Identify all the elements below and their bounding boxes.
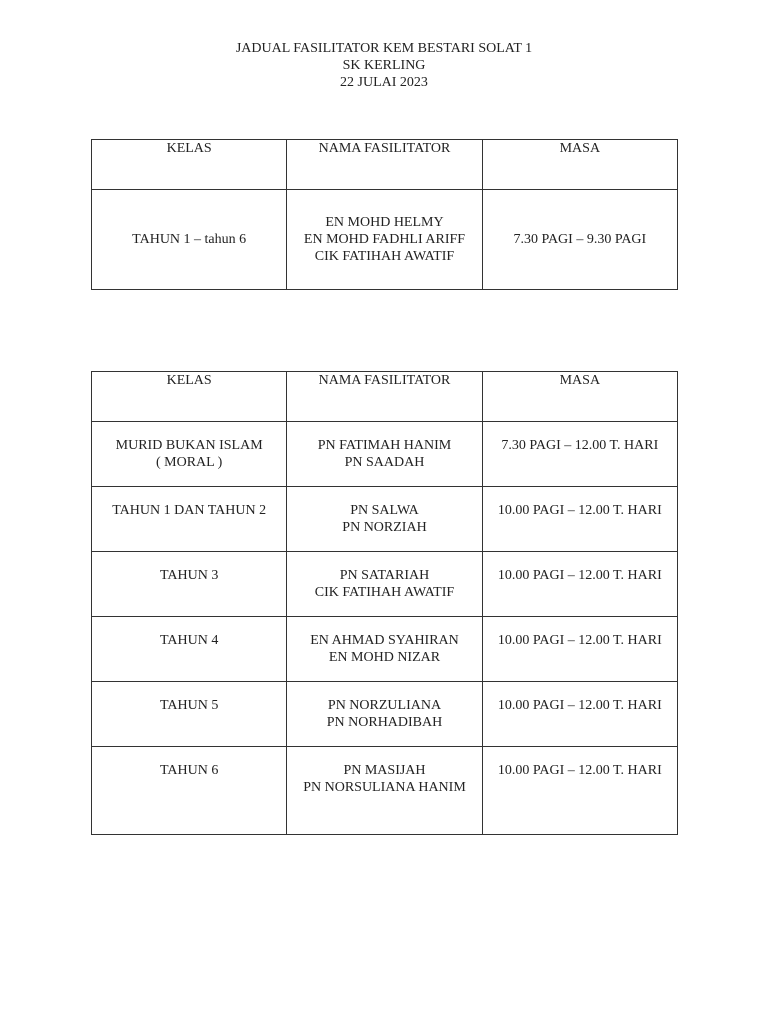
cell-masa: 7.30 PAGI – 9.30 PAGI xyxy=(482,190,677,290)
table-row xyxy=(92,682,678,747)
table-header-row xyxy=(92,140,678,190)
cell-masa: 10.00 PAGI – 12.00 T. HARI xyxy=(482,682,677,747)
fasilitator-name: PN NORHADIBAH xyxy=(326,715,443,730)
cell-kelas xyxy=(92,747,287,835)
fasilitator-name: EN MOHD HELMY xyxy=(325,215,444,230)
fasilitator-name: EN MOHD FADHLI ARIFF xyxy=(303,232,466,247)
cell-kelas xyxy=(92,552,287,617)
fasilitator-name: PN SATARIAH xyxy=(339,568,430,583)
cell-fasilitator xyxy=(287,422,482,487)
table-row xyxy=(92,190,678,290)
fasilitator-name: PN SALWA xyxy=(350,503,419,518)
column-header-nama-fasilitator: NAMA FASILITATOR xyxy=(287,140,482,190)
kelas-line: TAHUN 5 xyxy=(159,698,219,713)
kelas-line: TAHUN 6 xyxy=(159,763,219,778)
fasilitator-name: PN SAADAH xyxy=(344,455,425,470)
kelas-line: TAHUN 3 xyxy=(159,568,219,583)
fasilitator-name: PN NORZULIANA xyxy=(327,698,442,713)
cell-fasilitator xyxy=(287,487,482,552)
cell-kelas xyxy=(92,422,287,487)
event-date: 22 JULAI 2023 xyxy=(340,75,428,90)
column-header-kelas: KELAS xyxy=(92,372,287,422)
table-row xyxy=(92,747,678,835)
table-row xyxy=(92,487,678,552)
schedule-table-2 xyxy=(91,371,678,835)
cell-masa: 10.00 PAGI – 12.00 T. HARI xyxy=(482,747,677,835)
column-header-kelas: KELAS xyxy=(92,140,287,190)
document-title: JADUAL FASILITATOR KEM BESTARI SOLAT 1 xyxy=(235,41,533,56)
kelas-line: TAHUN 4 xyxy=(159,633,219,648)
cell-fasilitator xyxy=(287,552,482,617)
table-header-row xyxy=(92,372,678,422)
table-row xyxy=(92,617,678,682)
fasilitator-name: EN MOHD NIZAR xyxy=(328,650,441,665)
cell-kelas xyxy=(92,190,287,290)
column-header-masa: MASA xyxy=(482,372,677,422)
cell-masa: 10.00 PAGI – 12.00 T. HARI xyxy=(482,487,677,552)
kelas-line: MURID BUKAN ISLAM xyxy=(115,438,263,453)
fasilitator-name: PN NORZIAH xyxy=(342,520,427,535)
kelas-line: TAHUN 1 – tahun 6 xyxy=(132,232,247,247)
cell-kelas xyxy=(92,487,287,552)
document-title-block xyxy=(0,40,768,91)
column-header-nama-fasilitator: NAMA FASILITATOR xyxy=(287,372,482,422)
table-row xyxy=(92,422,678,487)
fasilitator-name: PN MASIJAH xyxy=(343,763,426,778)
school-name: SK KERLING xyxy=(342,58,426,73)
cell-fasilitator xyxy=(287,617,482,682)
fasilitator-name: CIK FATIHAH AWATIF xyxy=(314,249,455,264)
fasilitator-name: PN FATIMAH HANIM xyxy=(317,438,452,453)
table-row xyxy=(92,552,678,617)
cell-masa: 7.30 PAGI – 12.00 T. HARI xyxy=(482,422,677,487)
fasilitator-name: CIK FATIHAH AWATIF xyxy=(314,585,455,600)
cell-kelas xyxy=(92,682,287,747)
cell-masa: 10.00 PAGI – 12.00 T. HARI xyxy=(482,552,677,617)
cell-kelas xyxy=(92,617,287,682)
cell-masa: 10.00 PAGI – 12.00 T. HARI xyxy=(482,617,677,682)
cell-fasilitator xyxy=(287,190,482,290)
schedule-table-1 xyxy=(91,139,678,290)
kelas-line: TAHUN 1 DAN TAHUN 2 xyxy=(112,503,267,518)
kelas-line: ( MORAL ) xyxy=(155,455,223,470)
cell-fasilitator xyxy=(287,747,482,835)
fasilitator-name: EN AHMAD SYAHIRAN xyxy=(310,633,459,648)
column-header-masa: MASA xyxy=(482,140,677,190)
fasilitator-name: PN NORSULIANA HANIM xyxy=(303,780,466,795)
cell-fasilitator xyxy=(287,682,482,747)
